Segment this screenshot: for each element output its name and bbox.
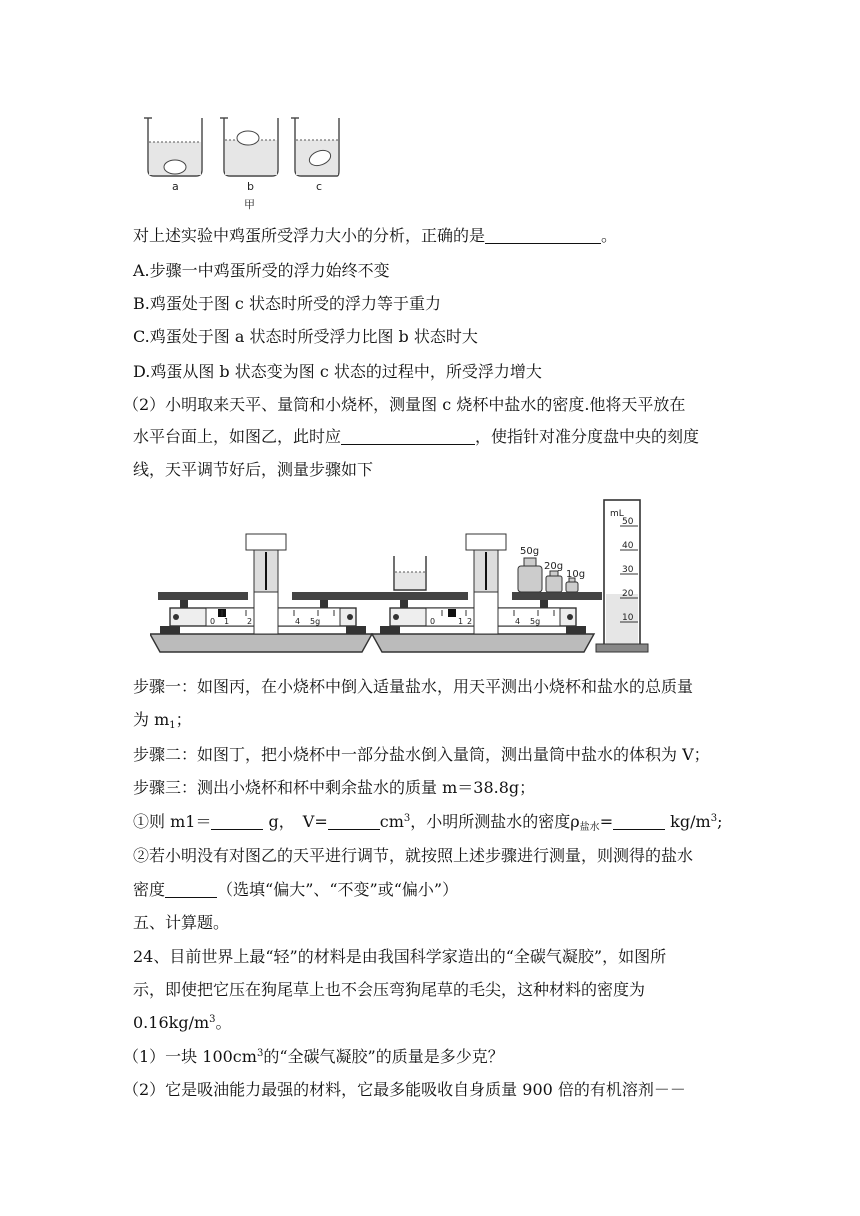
step1-line2: 为 $m_1$； — [133, 710, 192, 731]
scale-tick-4: 4 — [295, 617, 301, 626]
cylinder-tick-30: 30 — [622, 565, 634, 575]
egg-b — [237, 131, 259, 145]
step1-line1: 步骤一：如图丙，在小烧杯中倒入适量盐水，用天平测出小烧杯和盐水的总质量 — [133, 677, 694, 696]
scale-tick-5: 5g — [310, 617, 321, 626]
weight-10g — [566, 582, 578, 592]
weight-label-10g: 10g — [566, 569, 586, 580]
scale-tick-2-bing: 2 — [467, 617, 473, 626]
part2-line2: 水平台面上，如图乙，此时应 ，使指针对准分度盘中央的刻度 — [133, 427, 700, 446]
weight-50g — [518, 566, 542, 592]
bias-blank[interactable] — [165, 881, 217, 898]
scale-tick-4-bing: 4 — [515, 617, 521, 626]
figure-caption-jia: 甲 — [244, 198, 255, 211]
weight-20g — [546, 576, 562, 592]
beaker-a — [144, 118, 202, 193]
option-d: D.鸡蛋从图 b 状态变为图 c 状态的过程中，所受浮力增大 — [133, 362, 542, 381]
scale-tick-2: 2 — [247, 617, 253, 626]
p24-line2: 示，即使把它压在狗尾草上也不会压弯狗尾草的毛尖，这种材料的密度为 — [133, 980, 646, 999]
volume-blank[interactable] — [328, 813, 380, 830]
beaker-b — [220, 118, 278, 211]
option-b: B.鸡蛋处于图 c 状态时所受的浮力等于重力 — [133, 294, 441, 313]
p24-sub1: （1）一块 $100cm^3$的“全碳气凝胶”的质量是多少克？ — [123, 1047, 504, 1066]
egg-a — [164, 160, 186, 174]
step2: 步骤二：如图丁，把小烧杯中一部分盐水倒入量筒，测出量筒中盐水的体积为 V； — [133, 745, 710, 764]
weight-label-20g: 20g — [544, 561, 564, 572]
beaker-label-a: a — [172, 180, 179, 193]
cylinder-tick-40: 40 — [622, 541, 634, 551]
answer-blank[interactable] — [485, 227, 601, 244]
q2-line1: ②若小明没有对图乙的天平进行调节，就按照上述步骤进行测量，则测得的盐水 — [133, 846, 694, 865]
density-blank[interactable] — [613, 813, 665, 830]
scale-tick-5-bing: 5g — [530, 617, 541, 626]
weight-label-50g: 50g — [520, 546, 540, 557]
section-five-heading: 五、计算题。 — [133, 913, 230, 932]
cylinder-tick-50: 50 — [622, 517, 634, 527]
beaker-label-b: b — [247, 180, 254, 193]
figure-balance — [150, 494, 650, 662]
part2-line3: 线，天平调节好后，测量步骤如下 — [133, 460, 374, 479]
scale-tick-1: 1 — [224, 617, 230, 626]
scale-tick-0-bing: 0 — [430, 617, 436, 626]
cylinder-tick-20: 20 — [622, 589, 634, 599]
m1-blank[interactable] — [211, 813, 263, 830]
question-intro: 对上述实验中鸡蛋所受浮力大小的分析，正确的是 。 — [133, 226, 618, 245]
part2-line1: （2）小明取来天平、量筒和小烧杯，测量图 c 烧杯中盐水的密度.他将天平放在 — [123, 395, 686, 414]
p24-line1: 24、目前世界上最“轻”的材料是由我国科学家造出的“全碳气凝胶”，如图所 — [133, 947, 667, 966]
p24-sub2: （2）它是吸油能力最强的材料，它最多能吸收自身质量 900 倍的有机溶剂－－ — [123, 1080, 686, 1099]
beaker-c — [291, 118, 339, 193]
cylinder-unit: mL — [610, 509, 624, 519]
option-a: A.步骤一中鸡蛋所受的浮力始终不变 — [133, 261, 390, 280]
adjust-blank[interactable] — [341, 428, 475, 445]
scale-tick-1-bing: 1 — [458, 617, 464, 626]
option-c: C.鸡蛋处于图 a 状态时所受浮力比图 b 状态时大 — [133, 327, 478, 346]
p24-line3: $0.16kg/m^3$。 — [133, 1013, 232, 1032]
graduated-cylinder — [596, 500, 648, 652]
balance-yi — [150, 534, 382, 652]
q2-line2: 密度 （选填“偏大”、“不变”或“偏小”） — [133, 880, 459, 899]
balance-bing — [372, 534, 602, 652]
scale-tick-0: 0 — [210, 617, 216, 626]
step3: 步骤三：测出小烧杯和杯中剩余盐水的质量 m＝38.8g； — [133, 778, 536, 797]
beaker-label-c: c — [316, 180, 323, 193]
q1-line: ①则 m1＝ g， $V= cm^3$，小明所测盐水的密度$\rho_{盐水}= kg/m^3$; — [133, 812, 723, 833]
cylinder-tick-10: 10 — [622, 613, 634, 623]
figure-beakers — [140, 112, 340, 216]
